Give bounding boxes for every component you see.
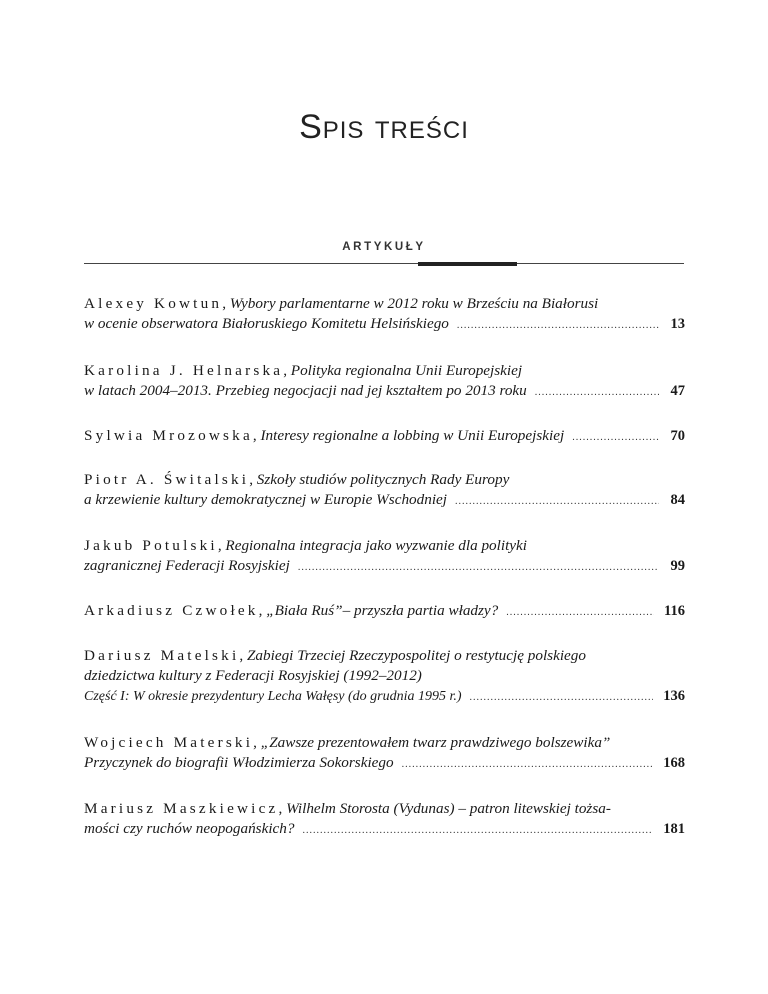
entry-title: „Zawsze prezentowałem twarz prawdziwego bolszewika” (260, 734, 611, 751)
entry-title-continued: Przyczynek do biografii Włodzimierza Sokorskiego (84, 754, 394, 771)
entry-title: Zabiegi Trzeciej Rzeczypospolitej o restytucję polskiego (246, 647, 586, 664)
toc-entry[interactable]: Jakub Potulski, Regionalna integracja jako wyzwanie dla polityki zagranicznej Federacji Rosyjskiej ..... 99 (84, 536, 685, 578)
entry-author: Alexey Kowtun (84, 295, 223, 312)
entry-author: Arkadiusz Czwołek (84, 602, 259, 619)
entry-title: Interesy regionalne a lobbing w Unii Europejskiej (260, 427, 565, 444)
entry-title: Polityka regionalna Unii Europejskiej (290, 362, 523, 379)
toc-entry[interactable]: Wojciech Materski, „Zawsze prezentowałem twarz prawdziwego bolszewika” Przyczynek do biografii Włodzimierza Sokorskiego ..... 168 (84, 733, 685, 775)
section-underline-accent (418, 262, 517, 266)
page-title: Spis treści (299, 108, 469, 146)
section-header (84, 239, 684, 264)
entry-title: Wybory parlamentarne w 2012 roku w Brześciu na Białorusi (229, 295, 599, 312)
entry-author: Jakub Potulski (84, 537, 218, 554)
dot-leader (535, 383, 659, 403)
entry-page-number: 116 (664, 603, 685, 619)
dot-leader (402, 755, 654, 775)
toc-entry[interactable]: Dariusz Matelski, Zabiegi Trzeciej Rzeczypospolitej o restytucję polskiego dziedzictwa kultury z Federacji Rosyjskiej (1992–2012) Część I: W okresie prezydentury Lecha Wałęsy (do grudnia 1995 r.) ..... 136 (84, 646, 685, 708)
toc-entry[interactable]: Karolina J. Helnarska, Polityka regionalna Unii Europejskiej w latach 2004–2013. Przebieg negocjacji nad jej kształtem po 2013 roku ..... 47 (84, 361, 685, 403)
toc-entry[interactable]: Alexey Kowtun, Wybory parlamentarne w 2012 roku w Brześciu na Białorusi w ocenie obserwatora Białoruskiego Komitetu Helsińskiego ..... 13 (84, 294, 685, 336)
entry-page-number: 181 (663, 821, 685, 837)
entry-page-number: 13 (670, 316, 685, 332)
dot-leader (457, 316, 659, 336)
toc-entry[interactable]: Piotr A. Świtalski, Szkoły studiów politycznych Rady Europy a krzewienie kultury demokratycznej w Europie Wschodniej ..... 84 (84, 470, 685, 512)
entry-title: Szkoły studiów politycznych Rady Europy (256, 471, 510, 488)
entry-title: „Biała Ruś”– przyszła partia władzy? (266, 602, 499, 619)
dot-leader (298, 558, 659, 578)
entry-page-number: 47 (670, 383, 685, 399)
entry-subtitle: Część I: W okresie prezydentury Lecha Wałęsy (do grudnia 1995 r.) (84, 689, 462, 704)
entry-page-number: 168 (663, 755, 685, 771)
dot-leader (455, 492, 659, 512)
entry-title: Regionalna integracja jako wyzwanie dla polityki (225, 537, 528, 554)
entry-title-continued: a krzewienie kultury demokratycznej w Europie Wschodniej (84, 491, 448, 508)
dot-leader (302, 821, 653, 841)
entry-title-continued: w ocenie obserwatora Białoruskiego Komitetu Helsińskiego (84, 315, 449, 332)
toc-entry[interactable]: Arkadiusz Czwołek, „Biała Ruś”– przyszła partia władzy? ..... 116 (84, 601, 685, 623)
toc-entry[interactable]: Sylwia Mrozowska, Interesy regionalne a lobbing w Unii Europejskiej ..... 70 (84, 426, 685, 448)
entry-page-number: 70 (670, 428, 685, 444)
entry-page-number: 84 (670, 492, 685, 508)
toc-entry[interactable]: Mariusz Maszkiewicz, Wilhelm Storosta (Vydunas) – patron litewskiej tożsa- mości czy ruchów neopogańskich? ..... 181 (84, 799, 685, 841)
dot-leader (572, 428, 659, 448)
dot-leader (470, 688, 654, 708)
entry-title-continued: zagranicznej Federacji Rosyjskiej (84, 557, 290, 574)
dot-leader (506, 603, 654, 623)
section-label: ARTYKUŁY (342, 241, 426, 253)
entry-title-continued: dziedzictwa kultury z Federacji Rosyjskiej (1992–2012) (84, 667, 422, 684)
entry-author: Mariusz Maszkiewicz (84, 800, 279, 817)
entry-author: Karolina J. Helnarska (84, 362, 284, 379)
entry-author: Wojciech Materski (84, 734, 254, 751)
entry-title-continued: mości czy ruchów neopogańskich? (84, 820, 295, 837)
entry-page-number: 99 (670, 558, 685, 574)
entry-author: Sylwia Mrozowska (84, 427, 253, 444)
entry-author: Piotr A. Świtalski (84, 471, 250, 488)
entry-title-continued: w latach 2004–2013. Przebieg negocjacji nad jej kształtem po 2013 roku (84, 382, 527, 399)
entry-title: Wilhelm Storosta (Vydunas) – patron litewskiej tożsa- (286, 800, 611, 817)
entry-author: Dariusz Matelski (84, 647, 240, 664)
entry-page-number: 136 (663, 688, 685, 704)
